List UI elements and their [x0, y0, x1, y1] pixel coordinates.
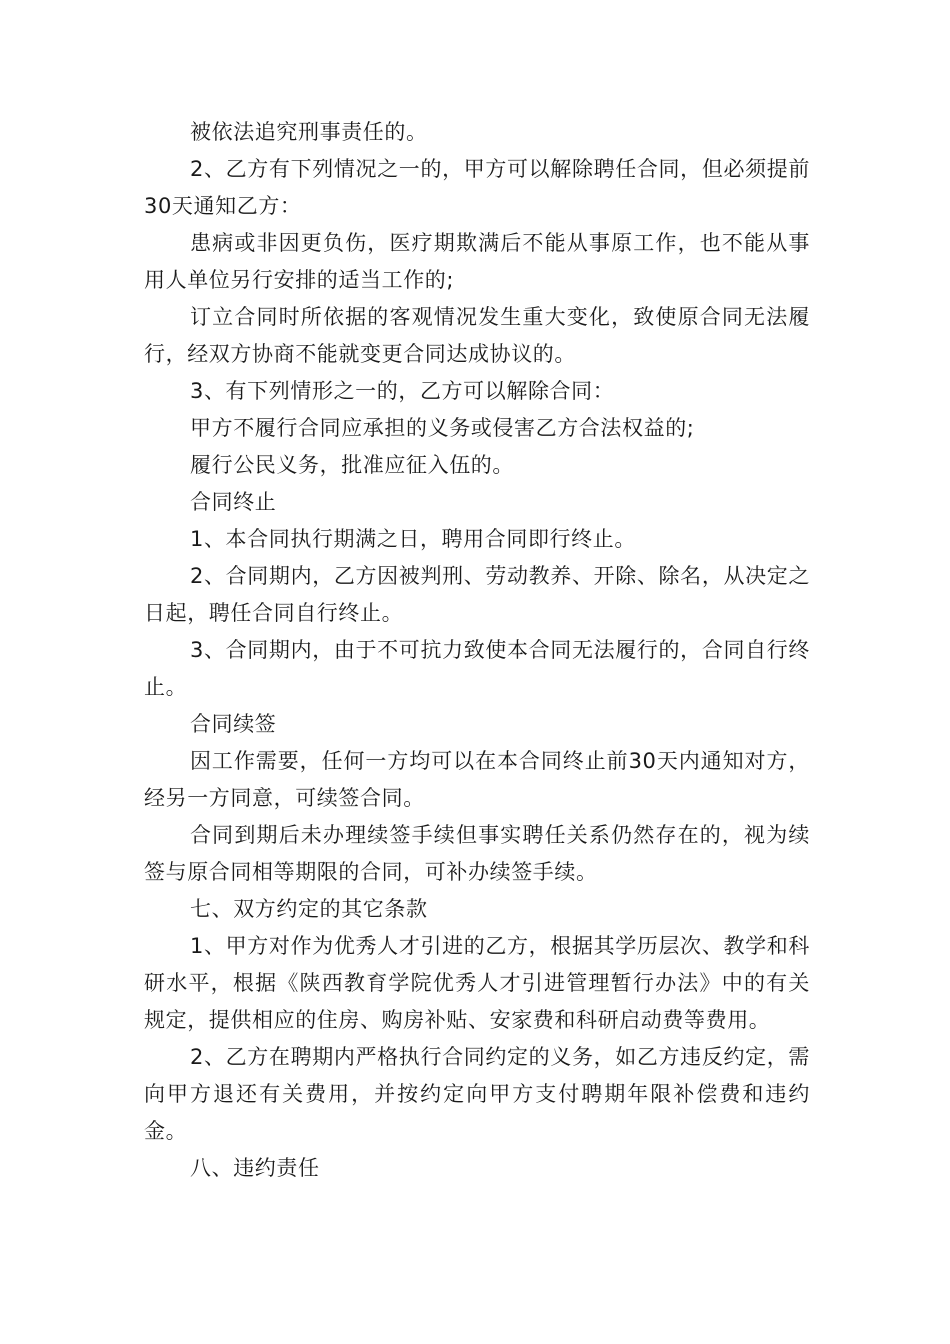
paragraph: 合同到期后未办理续签手续但事实聘任关系仍然存在的，视为续签与原合同相等期限的合同，可补办续签手续。 [144, 823, 810, 884]
paragraph: 1、本合同执行期满之日，聘用合同即行终止。 [190, 527, 636, 551]
section-heading: 八、违约责任 [190, 1156, 320, 1180]
document-body [144, 114, 810, 1187]
paragraph: 3、有下列情形之一的，乙方可以解除合同： [190, 379, 615, 403]
section-heading: 合同续签 [190, 712, 277, 736]
paragraph: 患病或非因更负伤，医疗期欺满后不能从事原工作，也不能从事用人单位另行安排的适当工作的; [144, 231, 810, 292]
paragraph: 3、合同期内，由于不可抗力致使本合同无法履行的，合同自行终止。 [144, 638, 810, 699]
paragraph: 甲方不履行合同应承担的义务或侵害乙方合法权益的; [190, 416, 695, 440]
section-heading: 合同终止 [190, 490, 277, 514]
paragraph: 2、乙方在聘期内严格执行合同约定的义务，如乙方违反约定，需向甲方退还有关费用，并按约定向甲方支付聘期年限补偿费和违约金。 [144, 1045, 810, 1143]
section-heading: 七、双方约定的其它条款 [190, 897, 428, 921]
paragraph: 因工作需要，任何一方均可以在本合同终止前30天内通知对方，经另一方同意，可续签合同。 [144, 749, 810, 810]
paragraph: 1、甲方对作为优秀人才引进的乙方，根据其学历层次、教学和科研水平，根据《陕西教育学院优秀人才引进管理暂行办法》中的有关规定，提供相应的住房、购房补贴、安家费和科研启动费等费用。 [144, 934, 810, 1032]
paragraph: 订立合同时所依据的客观情况发生重大变化，致使原合同无法履行，经双方协商不能就变更合同达成协议的。 [144, 305, 810, 366]
paragraph: 被依法追究刑事责任的。 [190, 120, 428, 144]
paragraph: 2、合同期内，乙方因被判刑、劳动教养、开除、除名，从决定之日起，聘任合同自行终止。 [144, 564, 810, 625]
paragraph: 2、乙方有下列情况之一的，甲方可以解除聘任合同，但必须提前30天通知乙方： [144, 157, 810, 218]
paragraph: 履行公民义务，批准应征入伍的。 [190, 453, 514, 477]
